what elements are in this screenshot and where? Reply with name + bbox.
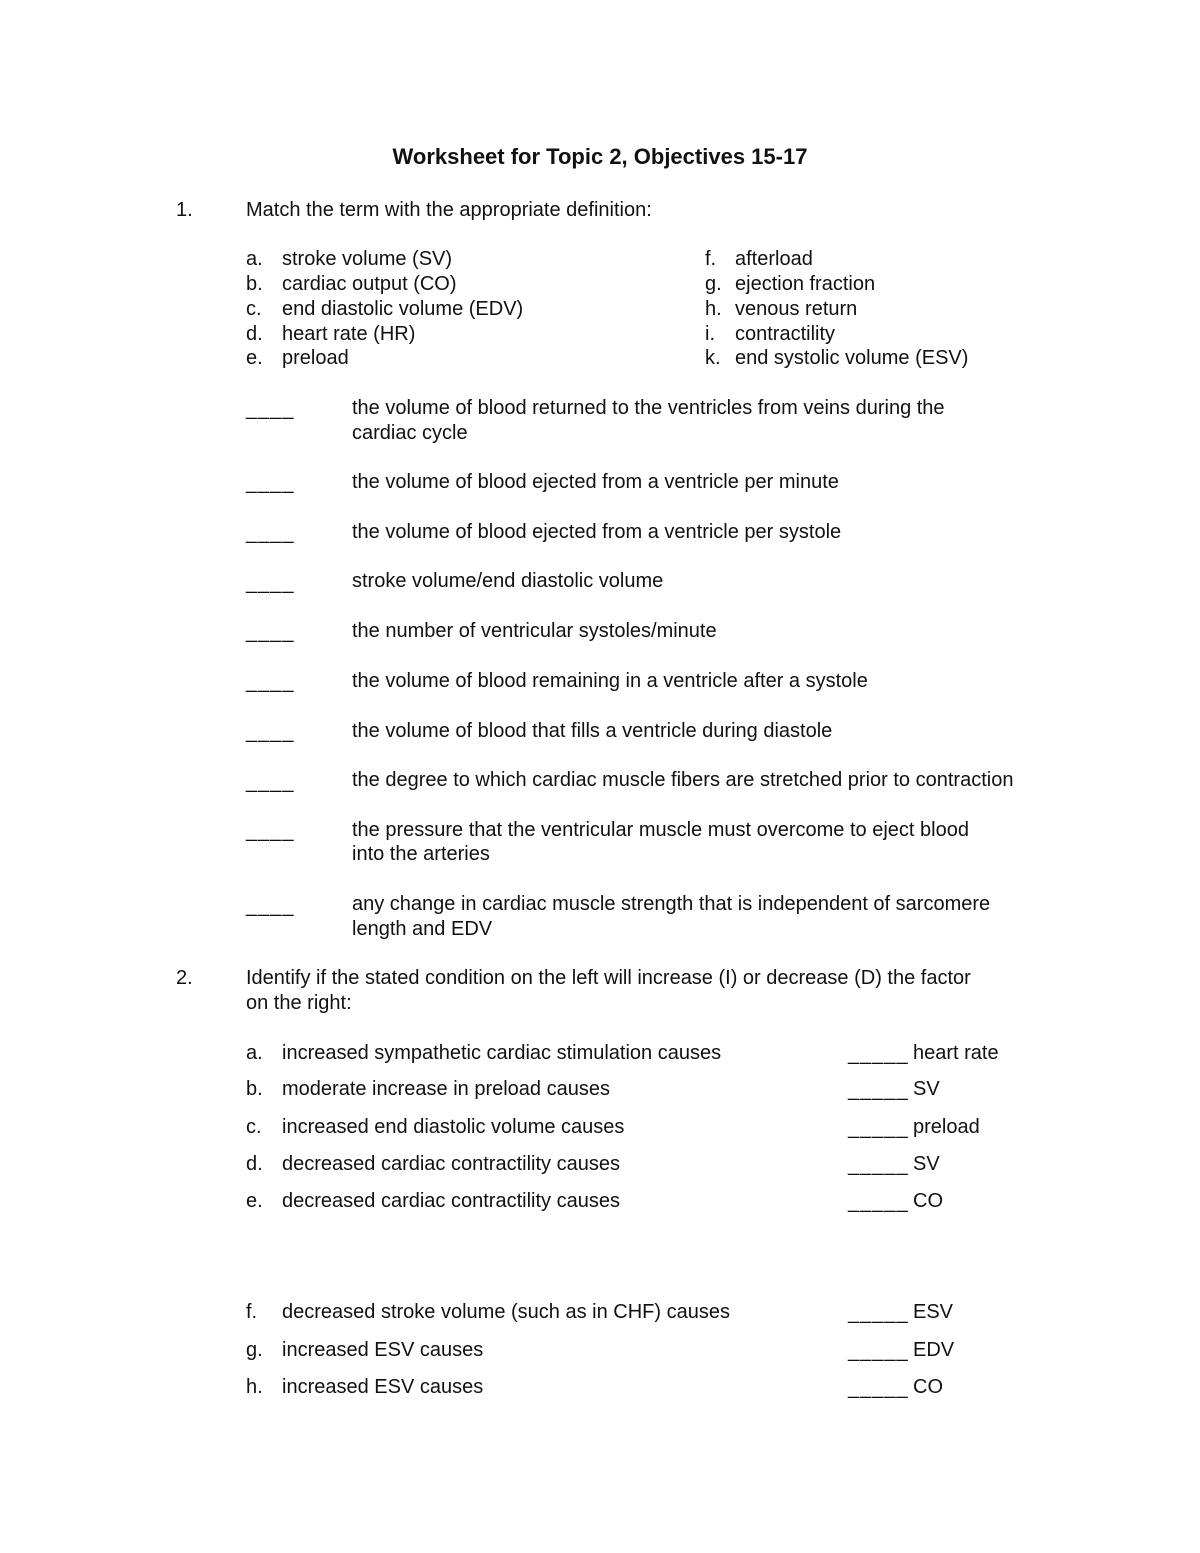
definition-text: the volume of blood that fills a ventricle during diastole (352, 720, 833, 742)
term-letter: g. (705, 273, 722, 295)
term-label: preload (282, 347, 349, 369)
answer-blank[interactable]: _____ (848, 1154, 909, 1176)
answer-blank[interactable]: _____ (848, 1340, 909, 1362)
definition-text: the pressure that the ventricular muscle must overcome to eject blood (352, 819, 969, 841)
factor-label: SV (913, 1078, 940, 1100)
definition-text: the number of ventricular systoles/minute (352, 620, 717, 642)
condition-letter: h. (246, 1376, 263, 1398)
term-letter: d. (246, 323, 263, 345)
factor-label: ESV (913, 1301, 954, 1323)
answer-blank[interactable]: ____ (246, 671, 295, 693)
factor-label: SV (913, 1153, 940, 1175)
term-label: contractility (735, 323, 836, 345)
term-label: end systolic volume (ESV) (735, 347, 969, 369)
term-letter: c. (246, 298, 262, 320)
question-1-number: 1. (176, 199, 193, 221)
factor-label: CO (913, 1190, 943, 1212)
factor-label: EDV (913, 1339, 955, 1361)
term-label: stroke volume (SV) (282, 248, 453, 270)
term-label: heart rate (HR) (282, 323, 416, 345)
page-title: Worksheet for Topic 2, Objectives 15-17 (392, 144, 808, 169)
definition-text: the volume of blood returned to the ventricles from veins during the (352, 397, 945, 419)
term-label: afterload (735, 248, 813, 270)
question-2-prompt-continued: on the right: (246, 992, 352, 1014)
condition-letter: c. (246, 1116, 262, 1138)
answer-blank[interactable]: ____ (246, 771, 295, 793)
definition-text: stroke volume/end diastolic volume (352, 570, 664, 592)
question-2-prompt: Identify if the stated condition on the left will increase (I) or decrease (D) the factor (246, 967, 971, 989)
term-letter: b. (246, 273, 263, 295)
definition-text: the volume of blood remaining in a ventricle after a systole (352, 670, 868, 692)
term-label: cardiac output (CO) (282, 273, 457, 295)
answer-blank[interactable]: ____ (246, 572, 295, 594)
question-2-number: 2. (176, 967, 193, 989)
term-letter: f. (705, 248, 717, 270)
definition-text-continued: length and EDV (352, 918, 493, 940)
term-letter: k. (705, 347, 721, 369)
condition-text: decreased cardiac contractility causes (282, 1153, 620, 1175)
answer-blank[interactable]: ____ (246, 820, 295, 842)
factor-label: preload (913, 1116, 980, 1138)
condition-text: moderate increase in preload causes (282, 1078, 610, 1100)
term-letter: h. (705, 298, 722, 320)
factor-label: heart rate (913, 1042, 999, 1064)
answer-blank[interactable]: _____ (848, 1377, 909, 1399)
condition-letter: b. (246, 1078, 263, 1100)
answer-blank[interactable]: ____ (246, 621, 295, 643)
answer-blank[interactable]: _____ (848, 1043, 909, 1065)
condition-text: decreased cardiac contractility causes (282, 1190, 620, 1212)
answer-blank[interactable]: ____ (246, 721, 295, 743)
condition-text: increased end diastolic volume causes (282, 1116, 625, 1138)
answer-blank[interactable]: _____ (848, 1302, 909, 1324)
term-letter: i. (705, 323, 715, 345)
definition-text-continued: into the arteries (352, 843, 490, 865)
answer-blank[interactable]: ____ (246, 398, 295, 420)
condition-letter: e. (246, 1190, 263, 1212)
condition-letter: a. (246, 1042, 263, 1064)
answer-blank[interactable]: ____ (246, 522, 295, 544)
condition-text: increased ESV causes (282, 1339, 484, 1361)
condition-text: increased ESV causes (282, 1376, 484, 1398)
definition-text: any change in cardiac muscle strength that is independent of sarcomere (352, 893, 991, 915)
condition-text: increased sympathetic cardiac stimulation causes (282, 1042, 722, 1064)
term-label: venous return (735, 298, 858, 320)
answer-blank[interactable]: ____ (246, 472, 295, 494)
answer-blank[interactable]: _____ (848, 1191, 909, 1213)
definition-text: the degree to which cardiac muscle fibers are stretched prior to contraction (352, 769, 1014, 791)
question-1-prompt: Match the term with the appropriate definition: (246, 199, 652, 221)
term-letter: a. (246, 248, 263, 270)
definition-text: the volume of blood ejected from a ventricle per systole (352, 521, 842, 543)
term-label: ejection fraction (735, 273, 876, 295)
answer-blank[interactable]: _____ (848, 1079, 909, 1101)
answer-blank[interactable]: ____ (246, 895, 295, 917)
condition-letter: f. (246, 1301, 258, 1323)
condition-text: decreased stroke volume (such as in CHF) causes (282, 1301, 730, 1323)
term-label: end diastolic volume (EDV) (282, 298, 524, 320)
factor-label: CO (913, 1376, 943, 1398)
answer-blank[interactable]: _____ (848, 1117, 909, 1139)
definition-text-continued: cardiac cycle (352, 422, 468, 444)
term-letter: e. (246, 347, 263, 369)
definition-text: the volume of blood ejected from a ventricle per minute (352, 471, 839, 493)
condition-letter: d. (246, 1153, 263, 1175)
condition-letter: g. (246, 1339, 263, 1361)
